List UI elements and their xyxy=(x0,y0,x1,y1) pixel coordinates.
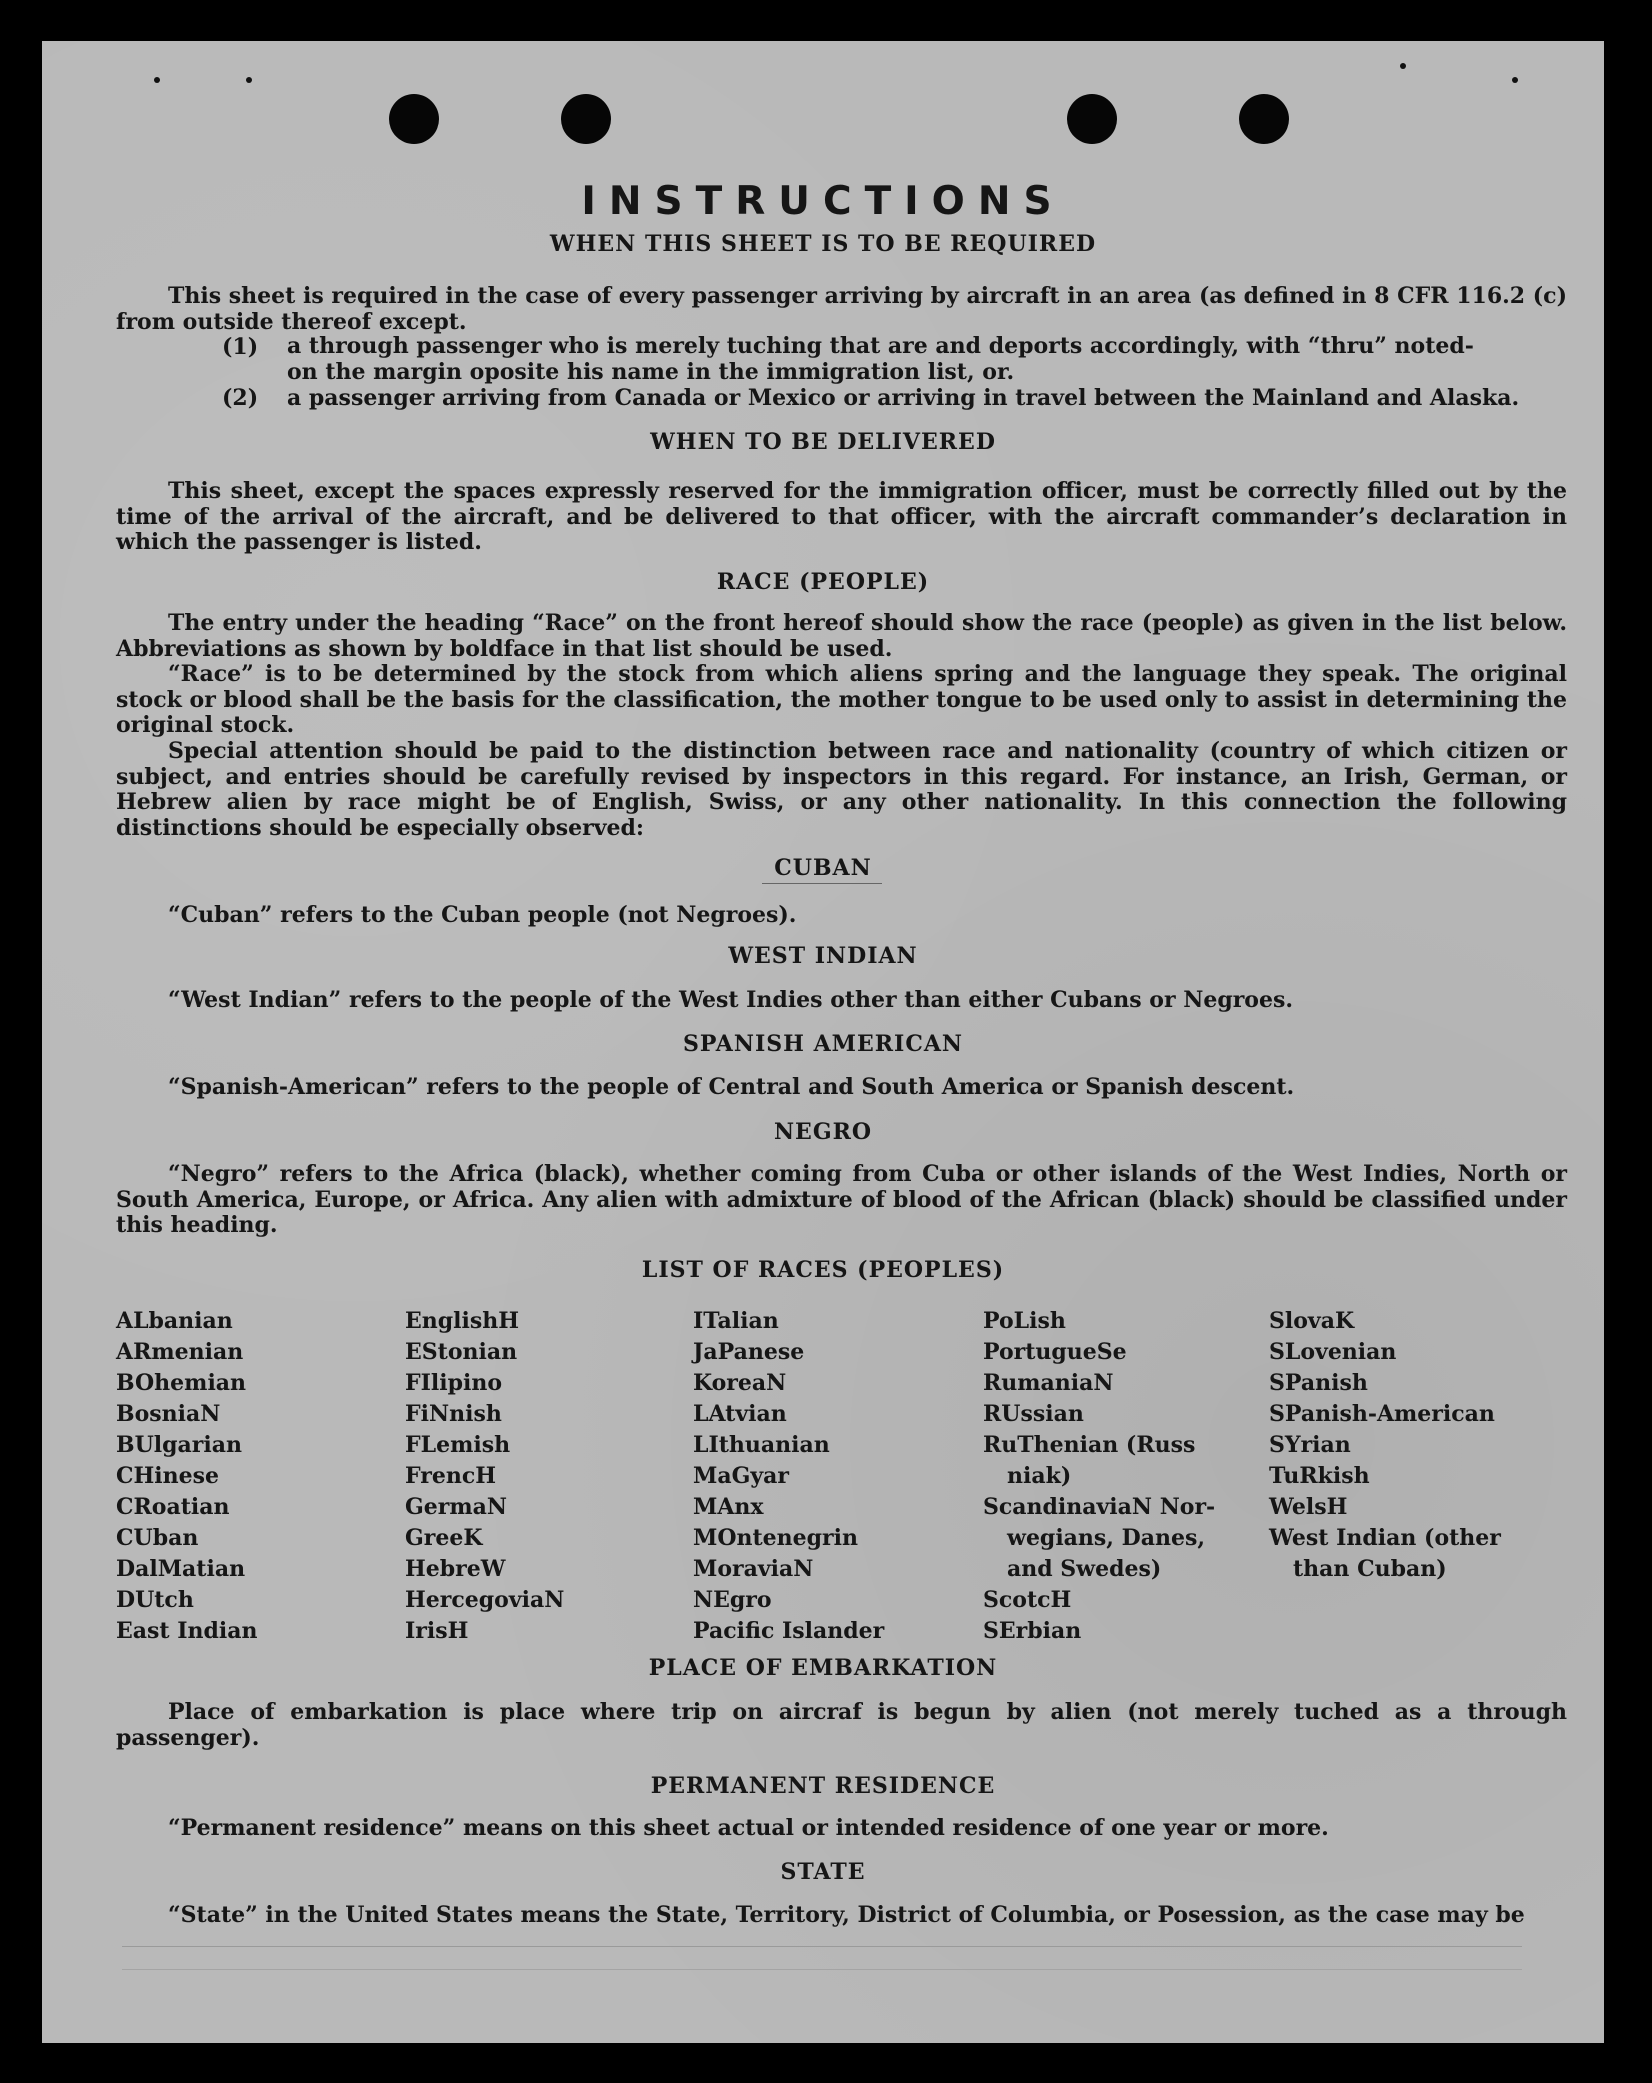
race-item: GreeK xyxy=(405,1525,483,1551)
race-item: IrisH xyxy=(405,1618,469,1644)
race-item: RUssian xyxy=(983,1401,1084,1427)
race-item: NEgro xyxy=(693,1587,772,1613)
race-column-4 xyxy=(983,1306,1215,1647)
race-item: GermaN xyxy=(405,1494,508,1520)
race-item: JaPanese xyxy=(693,1339,805,1365)
paragraph-embarkation: Place of embarkation is place where trip on aircraf is begun by alien (not merely tuched as a through passenger). xyxy=(116,1699,1567,1751)
heading-when-delivered: WHEN TO BE DELIVERED xyxy=(650,429,996,455)
exception-2-text: a passenger arriving from Canada or Mexico or arriving in travel between the Mainland and Alaska. xyxy=(287,385,1520,411)
paragraph-race-3: Special attention should be paid to the distinction between race and nationality (country of which citizen or subject, and entries should be carefully revised by inspectors in this regard. For instance, an Irish, German, or Hebrew alien by race might be of English, Swiss, or any other nationality. In this connection the following distinctions should be especially observed: xyxy=(116,738,1567,841)
race-column-5 xyxy=(1269,1306,1501,1585)
race-item: CUban xyxy=(116,1525,199,1551)
race-item: SErbian xyxy=(983,1618,1082,1644)
bleed-through-line xyxy=(122,1969,1522,1970)
exception-1-line-2: on the margin oposite his name in the immigration list, or. xyxy=(287,358,1015,385)
heading-embarkation: PLACE OF EMBARKATION xyxy=(648,1655,998,1681)
race-item: CRoatian xyxy=(116,1494,230,1520)
race-item: SYrian xyxy=(1269,1432,1351,1458)
race-item: SPanish-American xyxy=(1269,1401,1495,1427)
heading-spanish-american: SPANISH AMERICAN xyxy=(682,1031,964,1057)
heading-list-of-races: LIST OF RACES (PEOPLES) xyxy=(641,1257,1005,1283)
race-item: EnglishH xyxy=(405,1308,520,1334)
race-item: Pacific Islander xyxy=(693,1618,885,1644)
race-item: WelsH xyxy=(1269,1494,1348,1520)
race-item: ScandinaviaN Nor- xyxy=(983,1494,1216,1520)
paragraph-when-required: This sheet is required in the case of every passenger arriving by aircraft in an area (as defined in 8 CFR 116.2 (c) from outside thereof except. xyxy=(116,283,1567,335)
heading-negro: NEGRO xyxy=(773,1119,873,1145)
race-item: MaGyar xyxy=(693,1463,790,1489)
race-item: ALbanian xyxy=(116,1308,233,1334)
race-item: MOntenegrin xyxy=(693,1525,858,1551)
exception-1-line-1: a through passenger who is merely tuching that are and deports accordingly, with “thru” noted- xyxy=(287,333,1474,359)
race-item: ARmenian xyxy=(116,1339,244,1365)
race-column-3 xyxy=(693,1306,884,1647)
speck xyxy=(1400,63,1406,69)
race-item: West Indian (other xyxy=(1269,1525,1501,1551)
race-item: SlovaK xyxy=(1269,1308,1355,1334)
punch-hole-3 xyxy=(1067,94,1117,144)
race-item: FIlipino xyxy=(405,1370,503,1396)
race-item: KoreaN xyxy=(693,1370,787,1396)
exception-1-text xyxy=(287,334,1474,385)
race-item: TuRkish xyxy=(1269,1463,1370,1489)
heading-cuban: CUBAN xyxy=(774,855,872,881)
race-item: SLovenian xyxy=(1269,1339,1397,1365)
heading-west-indian: WEST INDIAN xyxy=(728,943,918,969)
punch-hole-2 xyxy=(561,94,611,144)
race-item: PortugueSe xyxy=(983,1339,1127,1365)
paragraph-spanish-american: “Spanish-American” refers to the people of Central and South America or Spanish descent. xyxy=(168,1074,1295,1100)
race-item: FrencH xyxy=(405,1463,496,1489)
race-item: DUtch xyxy=(116,1587,194,1613)
race-item: HercegoviaN xyxy=(405,1587,565,1613)
heading-state: STATE xyxy=(780,1859,866,1885)
paragraph-when-delivered: This sheet, except the spaces expressly reserved for the immigration officer, must be correctly filled out by the time of the arrival of the aircraft, and be delivered to that officer, with the aircraft commander’s declaration in which the passenger is listed. xyxy=(116,478,1567,555)
document-page xyxy=(42,41,1604,2043)
race-item: ScotcH xyxy=(983,1587,1072,1613)
race-item: CHinese xyxy=(116,1463,220,1489)
race-item: ITalian xyxy=(693,1308,779,1334)
paragraph-west-indian: “West Indian” refers to the people of the West Indies other than either Cubans or Negroes. xyxy=(168,987,1294,1013)
page-title: INSTRUCTIONS xyxy=(581,179,1065,224)
paragraph-state: “State” in the United States means the State, Territory, District of Columbia, or Posession, as the case may be xyxy=(168,1902,1525,1928)
race-item: PoLish xyxy=(983,1308,1066,1334)
race-item: DalMatian xyxy=(116,1556,246,1582)
speck xyxy=(246,77,252,83)
race-item-continuation: and Swedes) xyxy=(1007,1556,1162,1582)
bleed-through-line xyxy=(122,1946,1522,1947)
race-item: EStonian xyxy=(405,1339,518,1365)
race-item-continuation: than Cuban) xyxy=(1293,1556,1447,1582)
race-item: HebreW xyxy=(405,1556,506,1582)
race-column-2 xyxy=(405,1306,564,1647)
race-column-1 xyxy=(116,1306,258,1647)
speck xyxy=(1512,77,1518,83)
race-item: BUlgarian xyxy=(116,1432,242,1458)
paragraph-cuban: “Cuban” refers to the Cuban people (not Negroes). xyxy=(168,902,797,928)
race-item: MoraviaN xyxy=(693,1556,814,1582)
race-item: FiNnish xyxy=(405,1401,502,1427)
paragraph-race-1: The entry under the heading “Race” on the front hereof should show the race (people) as given in the list below. Abbreviations as shown by boldface in that list should be used. xyxy=(116,610,1567,662)
race-item: East Indian xyxy=(116,1618,258,1644)
race-item-continuation: wegians, Danes, xyxy=(1007,1525,1205,1551)
paragraph-permanent-residence: “Permanent residence” means on this sheet actual or intended residence of one year or more. xyxy=(168,1815,1329,1841)
paragraph-negro: “Negro” refers to the Africa (black), whether coming from Cuba or other islands of the West Indies, North or South America, Europe, or Africa. Any alien with admixture of blood of the African (black) should be classified under this heading. xyxy=(116,1161,1567,1238)
rule xyxy=(762,883,882,884)
race-item: RumaniaN xyxy=(983,1370,1114,1396)
speck xyxy=(154,77,160,83)
punch-hole-4 xyxy=(1239,94,1289,144)
race-item: SPanish xyxy=(1269,1370,1368,1396)
race-item: BosniaN xyxy=(116,1401,221,1427)
race-item-continuation: niak) xyxy=(1007,1463,1072,1489)
race-item: LAtvian xyxy=(693,1401,787,1427)
exception-2-number: (2) xyxy=(222,385,259,411)
heading-permanent-residence: PERMANENT RESIDENCE xyxy=(650,1773,996,1799)
race-item: LIthuanian xyxy=(693,1432,830,1458)
race-item: BOhemian xyxy=(116,1370,247,1396)
heading-race: RACE (PEOPLE) xyxy=(716,569,930,595)
race-item: MAnx xyxy=(693,1494,764,1520)
race-item: RuThenian (Russ xyxy=(983,1432,1196,1458)
race-item: FLemish xyxy=(405,1432,511,1458)
paragraph-race-2: “Race” is to be determined by the stock from which aliens spring and the language they speak. The original stock or blood shall be the basis for the classification, the mother tongue to be used only to assist in determining the original stock. xyxy=(116,661,1567,738)
exception-1-number: (1) xyxy=(222,334,259,360)
punch-hole-1 xyxy=(389,94,439,144)
heading-when-required: WHEN THIS SHEET IS TO BE REQUIRED xyxy=(549,231,1097,257)
